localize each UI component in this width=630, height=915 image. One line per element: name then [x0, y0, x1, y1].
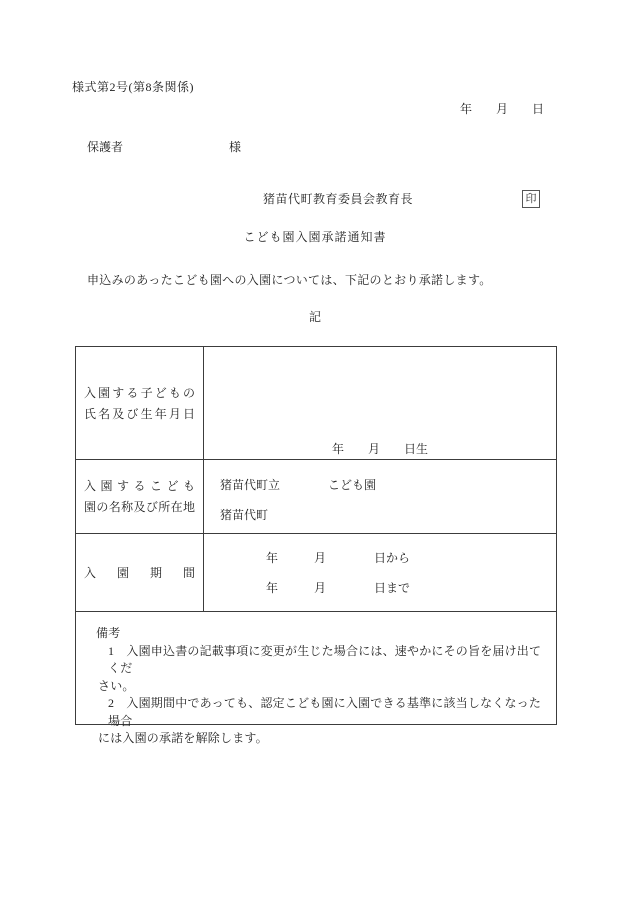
row-period-value: [203, 533, 556, 611]
label-line: 氏名及び生年月日: [84, 406, 195, 421]
facility-name-line: 猪苗代町立 こども園: [220, 477, 377, 492]
row-period-label: [76, 533, 203, 611]
remark-item-2-line-1: 2 入園期間中であっても、認定こども園に入園できる基準に該当しなくなった場合: [108, 696, 542, 728]
remarks-heading: 備考: [96, 626, 121, 640]
seal-character: 印: [525, 192, 537, 205]
row-facility-label: [76, 459, 203, 533]
period-to-line: 年 月 日まで: [266, 580, 411, 595]
admission-table: [75, 346, 557, 745]
ki-marker: 記: [308, 310, 321, 324]
birthdate-blank-line: 年 月 日生: [332, 442, 429, 456]
row-child-name-value: [203, 347, 556, 459]
label-line: 入園期間: [84, 565, 195, 580]
label-line: 園の名称及び所在地: [84, 500, 195, 514]
remark-item-2-line-2: には入園の承諾を解除します。: [98, 731, 268, 745]
addressee-honorific: 様: [229, 140, 242, 154]
addressee-line: [87, 141, 241, 153]
facility-address-line: 猪苗代町: [220, 507, 269, 522]
row-facility-value: [203, 459, 556, 533]
issue-date-line: 年 月 日: [459, 102, 544, 116]
document-title: こども園入園承諾通知書: [243, 230, 387, 244]
body-paragraph: 申込みのあったこども園への入園については、下記のとおり承諾します。: [87, 273, 492, 287]
remark-item-1-line-1: 1 入園申込書の記載事項に変更が生じた場合には、速やかにその旨を届け出てくだ: [108, 643, 542, 675]
period-from-line: 年 月 日から: [266, 550, 411, 565]
issuer-name: 猪苗代町教育委員会教育長: [263, 192, 414, 206]
row-child-name-label: [76, 347, 203, 459]
addressee-label: 保護者: [87, 140, 124, 154]
label-line: 入園する子どもの: [84, 385, 195, 400]
remarks-section: [76, 611, 556, 745]
label-line: 入園するこども: [84, 479, 195, 493]
seal-stamp-box: [522, 190, 540, 208]
remark-item-1-line-2: さい。: [98, 678, 135, 693]
form-number: 様式第2号(第8条関係): [72, 80, 194, 94]
